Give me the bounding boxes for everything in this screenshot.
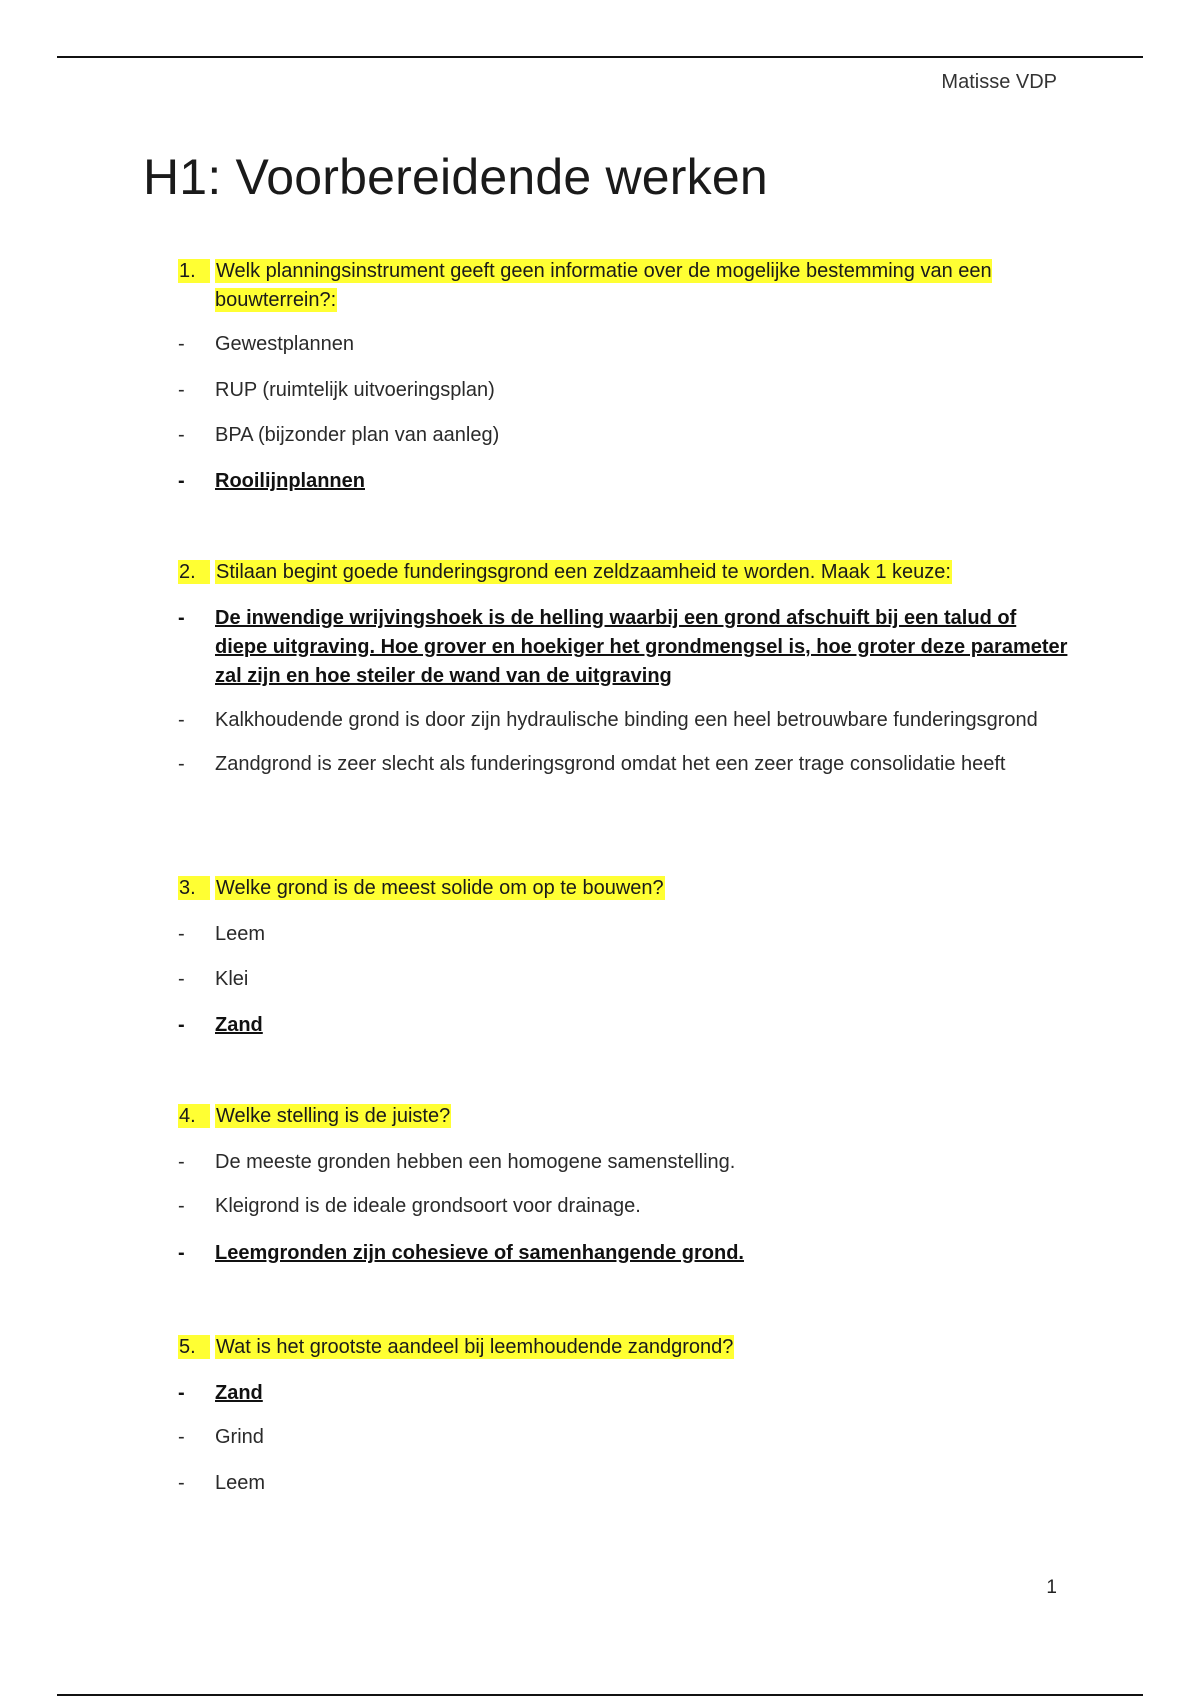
answer-list [178, 604, 1068, 779]
list-dash: - [178, 1426, 185, 1448]
answer-item [178, 965, 1068, 994]
question-text: Stilaan begint goede funderingsgrond een zeldzaamheid te worden. Maak 1 keuze: [216, 561, 951, 583]
question-number: 1. [178, 259, 210, 283]
answer-item [178, 330, 1068, 359]
question-text: Welke grond is de meest solide om op te bouwen? [216, 877, 664, 899]
question-3 [178, 874, 1068, 1040]
question-heading [178, 1333, 1068, 1362]
header-rule [57, 56, 1143, 58]
question-heading [178, 1102, 1068, 1131]
answer-text: Kleigrond is de ideale grondsoort voor drainage. [215, 1195, 641, 1217]
answer-item [178, 1148, 1068, 1177]
answer-item [178, 1423, 1068, 1452]
page-title: H1: Voorbereidende werken [143, 149, 768, 205]
question-1 [178, 257, 1068, 496]
answer-item-correct [178, 1239, 1068, 1268]
list-dash: - [178, 1014, 185, 1036]
answer-item [178, 920, 1068, 949]
question-number: 3. [178, 876, 210, 900]
list-dash: - [178, 709, 185, 731]
answer-text: BPA (bijzonder plan van aanleg) [215, 424, 500, 446]
question-heading [178, 558, 1068, 587]
list-dash: - [178, 923, 185, 945]
question-2 [178, 558, 1068, 779]
answer-text: Grind [215, 1426, 264, 1448]
answer-list [178, 330, 1068, 496]
question-number: 2. [178, 560, 210, 584]
answer-item-correct [178, 467, 1068, 496]
answer-text: Leemgronden zijn cohesieve of samenhangende grond. [215, 1242, 744, 1264]
answer-item [178, 1192, 1068, 1221]
answer-text: Leem [215, 923, 266, 945]
question-text: Welke stelling is de juiste? [216, 1105, 451, 1127]
list-dash: - [178, 1382, 185, 1404]
answer-text: Klei [215, 968, 249, 990]
list-dash: - [178, 607, 185, 629]
answer-item [178, 376, 1068, 405]
answer-item-correct [178, 604, 1068, 691]
list-dash: - [178, 968, 185, 990]
answer-text: De meeste gronden hebben een homogene samenstelling. [215, 1151, 736, 1173]
answer-text: Zand [215, 1382, 263, 1404]
question-heading [178, 257, 1068, 315]
answer-text: RUP (ruimtelijk uitvoeringsplan) [215, 379, 495, 401]
question-number: 4. [178, 1104, 210, 1128]
question-4 [178, 1102, 1068, 1268]
answer-item [178, 750, 1068, 779]
list-dash: - [178, 470, 185, 492]
answer-item-correct [178, 1379, 1068, 1408]
list-dash: - [178, 753, 185, 775]
question-5 [178, 1333, 1068, 1498]
answer-text: Rooilijnplannen [215, 470, 365, 492]
question-number: 5. [178, 1335, 210, 1359]
answer-text: Zand [215, 1014, 263, 1036]
question-text: Welk planningsinstrument geeft geen informatie over de mogelijke bestemming van een bouwterrein?: [215, 260, 992, 311]
answer-text: Leem [215, 1472, 266, 1494]
answer-item-correct [178, 1011, 1068, 1040]
answer-text: Zandgrond is zeer slecht als funderingsgrond omdat het een zeer trage consolidatie heeft [215, 753, 1006, 775]
list-dash: - [178, 1242, 185, 1264]
answer-text: Gewestplannen [215, 333, 354, 355]
page-number: 1 [1046, 1577, 1057, 1598]
question-text: Wat is het grootste aandeel bij leemhoudende zandgrond? [216, 1336, 734, 1358]
answer-item [178, 706, 1068, 735]
list-dash: - [178, 379, 185, 401]
list-dash: - [178, 1195, 185, 1217]
header-author: Matisse VDP [941, 71, 1057, 93]
answer-item [178, 1469, 1068, 1498]
answer-list [178, 920, 1068, 1040]
question-heading [178, 874, 1068, 903]
answer-list [178, 1379, 1068, 1498]
list-dash: - [178, 1151, 185, 1173]
answer-text: De inwendige wrijvingshoek is de helling waarbij een grond afschuift bij een talud of diepe uitgraving. Hoe grover en hoekiger het grondmengsel is, hoe groter deze parameter zal zijn en hoe steiler de wand van de uitgraving [215, 607, 1068, 687]
list-dash: - [178, 333, 185, 355]
answer-item [178, 421, 1068, 450]
footer-rule [57, 1694, 1143, 1696]
answer-list [178, 1148, 1068, 1268]
list-dash: - [178, 424, 185, 446]
list-dash: - [178, 1472, 185, 1494]
answer-text: Kalkhoudende grond is door zijn hydraulische binding een heel betrouwbare funderingsgrond [215, 709, 1038, 731]
